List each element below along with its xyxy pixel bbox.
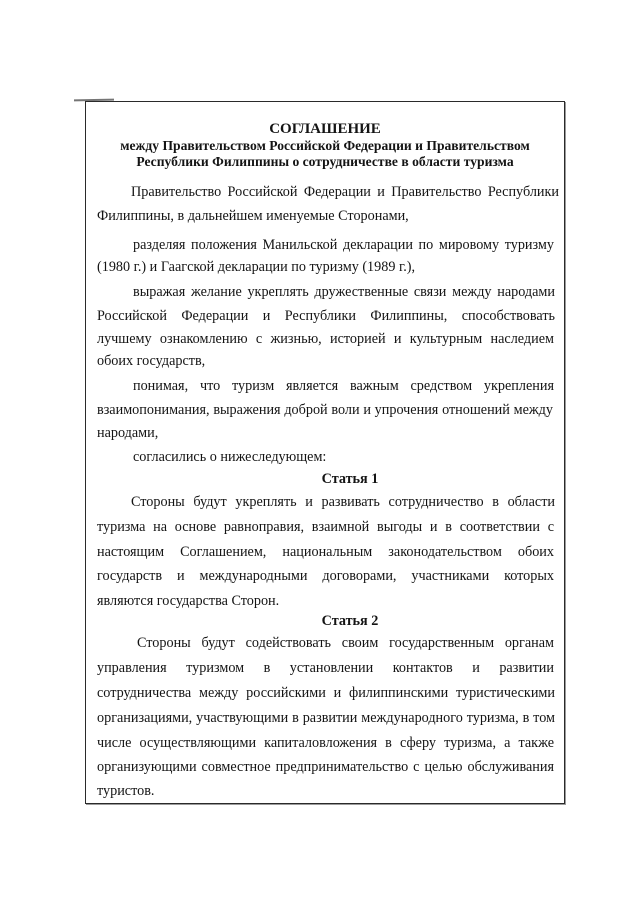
article-2-line: Стороны будут содействовать своим государственным органам xyxy=(137,635,554,651)
preamble-line: обоих государств, xyxy=(97,353,206,369)
article-2-line: туристов. xyxy=(97,783,155,799)
document-subtitle-line-1: между Правительством Российской Федерации и Правительством xyxy=(120,138,530,153)
article-1-line: туризма на основе равноправия, взаимной выгоды и в соответствии с xyxy=(97,519,554,535)
preamble-line: выражая желание укреплять дружественные связи между народами xyxy=(133,284,555,300)
article-2-line: управления туризмом в установлении контактов и развитии xyxy=(97,660,554,676)
preamble-line: понимая, что туризм является важным средством укрепления xyxy=(133,378,554,394)
article-1-line: Стороны будут укреплять и развивать сотрудничество в области xyxy=(131,494,555,510)
preamble-line: народами, xyxy=(97,425,159,441)
preamble-line: лучшему ознакомлению с жизнью, историей и культурным наследием xyxy=(97,331,554,347)
preamble-line: согласились о нижеследующем: xyxy=(133,449,327,465)
preamble-line: Филиппины, в дальнейшем именуемые Сторонами, xyxy=(97,208,409,224)
article-2-line: сотрудничества между российскими и филиппинскими туристическими xyxy=(97,685,555,701)
article-2-heading: Статья 2 xyxy=(321,613,379,629)
document-title: СОГЛАШЕНИЕ xyxy=(269,121,381,137)
preamble-line: разделяя положения Манильской декларации по мировому туризму xyxy=(133,237,554,253)
article-2-line: организующими совместное предпринимательство с целью обслуживания xyxy=(97,759,554,775)
article-1-line: государств и международными договорами, участниками которых xyxy=(97,568,554,584)
article-2-line: организациями, участвующими в развитии международного туризма, в том xyxy=(97,710,555,726)
article-1-line: являются государства Сторон. xyxy=(97,593,280,609)
preamble-line: Правительство Российской Федерации и Правительство Республики xyxy=(131,184,559,200)
preamble-line: взаимопонимания, выражения доброй воли и упрочения отношений между xyxy=(97,402,553,418)
article-2-line: числе осуществляющими капиталовложения в сферу туризма, а также xyxy=(97,735,554,751)
preamble-line: Российской Федерации и Республики Филиппины, способствовать xyxy=(97,308,555,324)
document-subtitle-line-2: Республики Филиппины о сотрудничестве в области туризма xyxy=(136,154,514,169)
article-1-heading: Статья 1 xyxy=(321,471,379,487)
preamble-line: (1980 г.) и Гаагской декларации по туризму (1989 г.), xyxy=(97,259,416,275)
article-1-line: настоящим Соглашением, национальным законодательством обоих xyxy=(97,544,554,560)
